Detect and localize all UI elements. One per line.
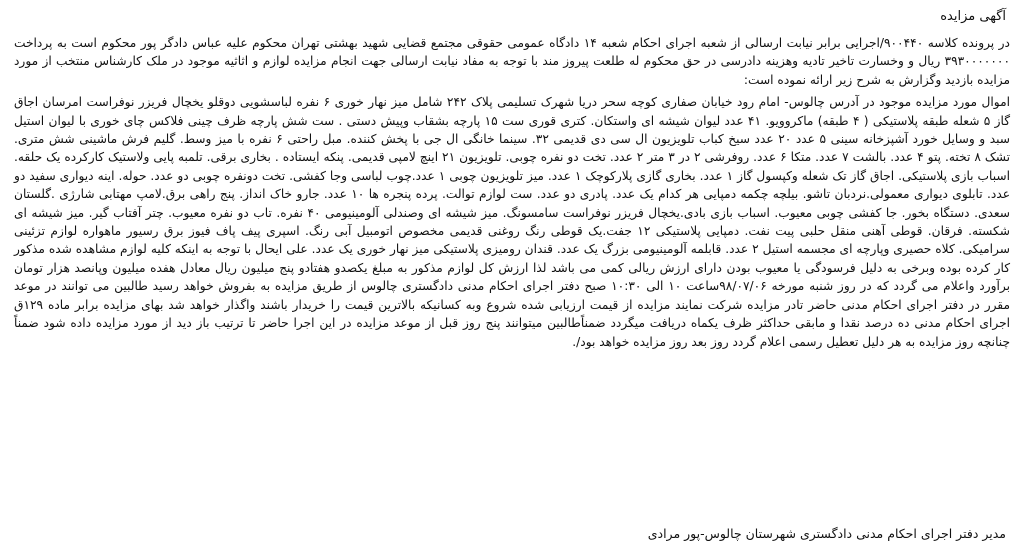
case-intro-paragraph: در پرونده کلاسه ۹۰۰۴۴۰/اجرایی برابر نیابت ارسالی از شعبه اجرای احکام شعبه ۱۴ دادگاه عمومی حقوقی مجتمع قضایی شهید بهشتی تهران محکوم علیه عباس دادگر پور محکوم است به پرداخت ۳۹۳۰۰۰۰۰۰۰ ریال و وخسارت تاخیر تادیه وهزینه دادرسی در حق محکوم له طلعت پیروز مند با توجه به مفاد نیابت ارسالی جهت انجام مزایده لوازم و اثاثیه موجود در ملک کارشناس منتخب از مورد مزایده بازدید وگزارش به شرح زیر ارائه نموده است: <box>14 36 1010 87</box>
auction-items-paragraph: اموال مورد مزایده موجود در آدرس چالوس- امام رود خیابان صفاری کوچه سحر دریا شهرک تسلیمی پلاک ۲۴۲ شامل میز نهار خوری ۶ نفره لباسشویی دوقلو یخچال فریزر نوفراست امرسان اجاق گاز ۵ شعله طبقه پلاستیکی ( ۴ طبقه) ماکروویو. ۴۱ عدد لیوان شیشه ای واستکان. کتری قوری ست ۱۵ پارچه بشقاب وپیش دستی . ست شش پارچه ظرف چینی فلاکس چای خوری با لیوان استیل سبد و وسایل خورد آشپزخانه سینی ۵ عدد ۲۰ عدد سیخ کباب تلویزیون ال سی دی قدیمی ۳۲. سینما خانگی ال جی با پخش کننده. مبل راحتی ۶ نفره با میز وسط. گلیم فرش ماشینی شش متری. تشک ۸ تخته. پتو ۴ عدد. بالشت ۷ عدد. متکا ۶ عدد. روفرشی ۲ در ۳ متر ۲ عدد. تخت دو نفره چوبی. تلویزیون ۲۱ اینچ لامپی قدیمی. پنکه ایستاده . بخاری برقی. تلمبه پایی ولاستیک کارکرده یک حلقه. اسباب بازی پلاستیکی. اجاق گاز تک شعله وکپسول گاز ۱ عدد. بخاری گازی پلارکوچک ۱ عدد. میز تلویزیون چوبی ۱ عدد.چوب لباسی وجا کفشی. تخت دونفره چوبی دو عدد. حوله. اینه دیواری سفید دو عدد. تابلوی دیواری معمولی.نردبان تاشو. بیلچه چکمه دمپایی هر کدام یک عدد. پادری دو عدد. ست لوازم توالت. پرده پنجره ها ۱۰ عدد. جارو خاک انداز. پنج راهی برق.لامپ مهتابی شارژی .گلستان سعدی. دستگاه بخور. جا کفشی چوبی معیوب. اسباب بازی بادی.یخچال فریزر نوفراست سامسونگ. میز شیشه ای وصندلی آلومینیومی ۴۰ نفره. تاب دو نفره معیوب. چتر آفتاب گیر. میز شیشه ای شکسته. فرقان. قوطی آهنی منقل حلبی پیت نفت. دمپایی پلاستیکی ۱۲ جفت.یک قوطی رنگ روغنی قدیمی مخصوص اتومبیل آبی رنگ. اسپری پیف پاف فیوز برق رسیور ماهواره لوازم تزئینی سرامیکی. کلاه حصیری وپارچه ای مجسمه استیل ۲ عدد. قابلمه آلومینیومی بزرگ یک عدد. قندان رومیزی پلاستیکی میز نهار خوری یک عدد. علی ایحال با توجه به اینکه کلیه لوازم مشاهده شده مذکور کار کرده بوده وبرخی به دلیل فرسودگی یا معیوب بودن دارای ارزش ریالی کمی می باشد لذا ارزش کل لوازم مذکور به مبلغ یکصدو هفتادو پنج میلیون ریال معادل هفده میلیون وپانصد هزار تومان برآورد واعلام می گردد که در روز شنبه مورخه ۹۸/۰۷/۰۶ساعت ۱۰ الی ۱۰:۳۰ صبح دفتر اجرای احکام مدنی دادگستری چالوس از طریق مزایده به بفروش خواهد رسید طالبین می توانند در موعد مقرر در دفتر اجرای احکام مدنی حاضر تادر مزایده شرکت نمایند مزایده از قیمت ارزیابی شده شروع وبه کسانیکه بالاترین قیمت را خریدار باشند واگذار خواهد شد بهای مزایده برابر ماده ۱۲۹ق اجرای احکام مدنی ده درصد نقدا و مابقی حداکثر ظرف یکماه دریافت میگردد ضمناًطالبین میتوانند پنج روز قبل از موعد مزایده در این اجرا حاضر تا ترتیب باز دید از مورد مزایده داده شود ضمناً چنانچه روز مزایده به هر دلیل تعطیل رسمی اعلام گردد روز بعد روز مزایده خواهد بود/. <box>14 95 1011 349</box>
document-title: آگهی مزایده <box>940 9 1006 24</box>
signature-line: مدیر دفتر اجرای احکام مدنی دادگستری شهرستان چالوس-پور مرادی <box>647 526 1006 541</box>
